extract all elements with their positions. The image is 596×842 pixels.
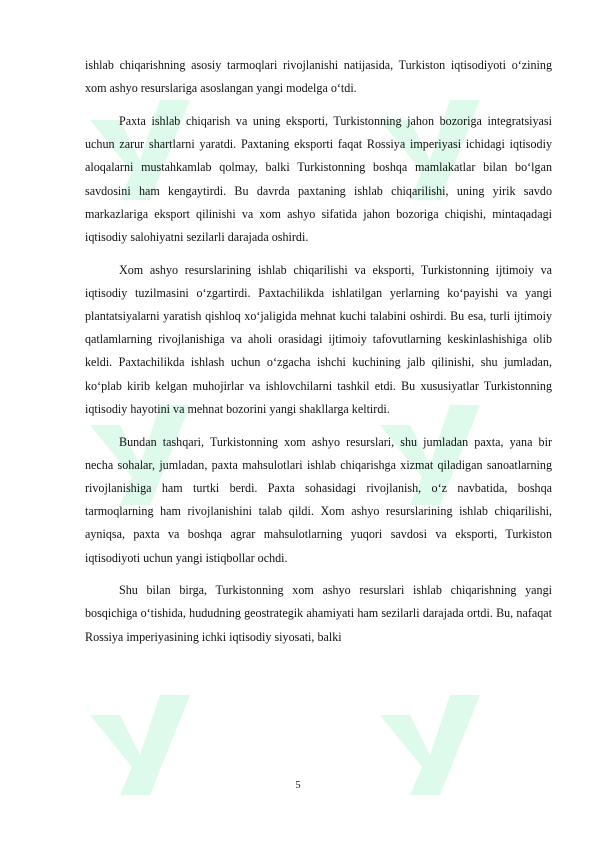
paragraph: ishlab chiqarishning asosiy tarmoqlari rivojlanishi natijasida, Turkiston iqtisodiyoti o‘zining xom ashyo resurslariga asoslangan yangi modelga o‘tdi.: [85, 58, 552, 96]
body-text: [85, 54, 552, 658]
paragraph: Xom ashyo resurslarining ishlab chiqarilishi va eksporti, Turkistonning ijtimoiy va iqtisodiy tuzilmasini o‘zgartirdi. Paxtachilikda ishlatilgan yerlarning ko‘payishi va yangi plantatsiyalarni yaratish qishloq xo‘jaligida mehnat kuchi talabini oshirdi. Bu esa, turli ijtimoiy qatlamlarning rivojlanishiga va aholi orasidagi ijtimoiy tafovutlarning keskinlashishiga olib keldi. Paxtachilikda ishlash uchun o‘zgacha ishchi kuchining jalb qilinishi, shu jumladan, ko‘plab kirib kelgan muhojirlar va ishlovchilarni tashkil etdi. Bu xususiyatlar Turkistonning iqtisodiy hayotini va mehnat bozorini yangi shakllarga keltirdi.: [85, 262, 552, 416]
page-number: 5: [295, 780, 301, 791]
paragraph: Bundan tashqari, Turkistonning xom ashyo resurslari, shu jumladan paxta, yana bir necha sohalar, jumladan, paxta mahsulotlari ishlab chiqarishga xizmat qiladigan sanoatlarning rivojlanishiga ham turtki berdi. Paxta sohasidagi rivojlanish, o‘z navbatida, boshqa tarmoqlarning ham rivojlanishini talab qildi. Xom ashyo resurslarining ishlab chiqarilishi, ayniqsa, paxta va boshqa agrar mahsulotlarning yuqori savdosi va eksporti, Turkiston iqtisodiyoti uchun yangi istiqbollar ochdi.: [85, 434, 552, 565]
paragraph: Shu bilan birga, Turkistonning xom ashyo resurslari ishlab chiqarishning yangi bosqichiga o‘tishida, hududning geostrategik ahamiyati ham sezilarli darajada ortdi. Bu, nafaqat Rossiya imperiyasining ichki iqtisodiy siyosati, balki: [85, 583, 552, 644]
paragraph: Paxta ishlab chiqarish va uning eksporti, Turkistonning jahon bozoriga integratsiyasi uchun zarur shartlarni yaratdi. Paxtaning eksporti faqat Rossiya imperiyasi ichidagi iqtisodiy aloqalarni mustahkamlab qolmay, balki Turkistonning boshqa mamlakatlar bilan bo‘lgan savdosini ham kengaytirdi. Bu davrda paxtaning ishlab chiqarilishi, uning yirik savdo markazlariga eksport qilinishi va xom ashyo sifatida jahon bozoriga chiqishi, mintaqadagi iqtisodiy salohiyatni sezilarli darajada oshirdi.: [85, 113, 552, 244]
